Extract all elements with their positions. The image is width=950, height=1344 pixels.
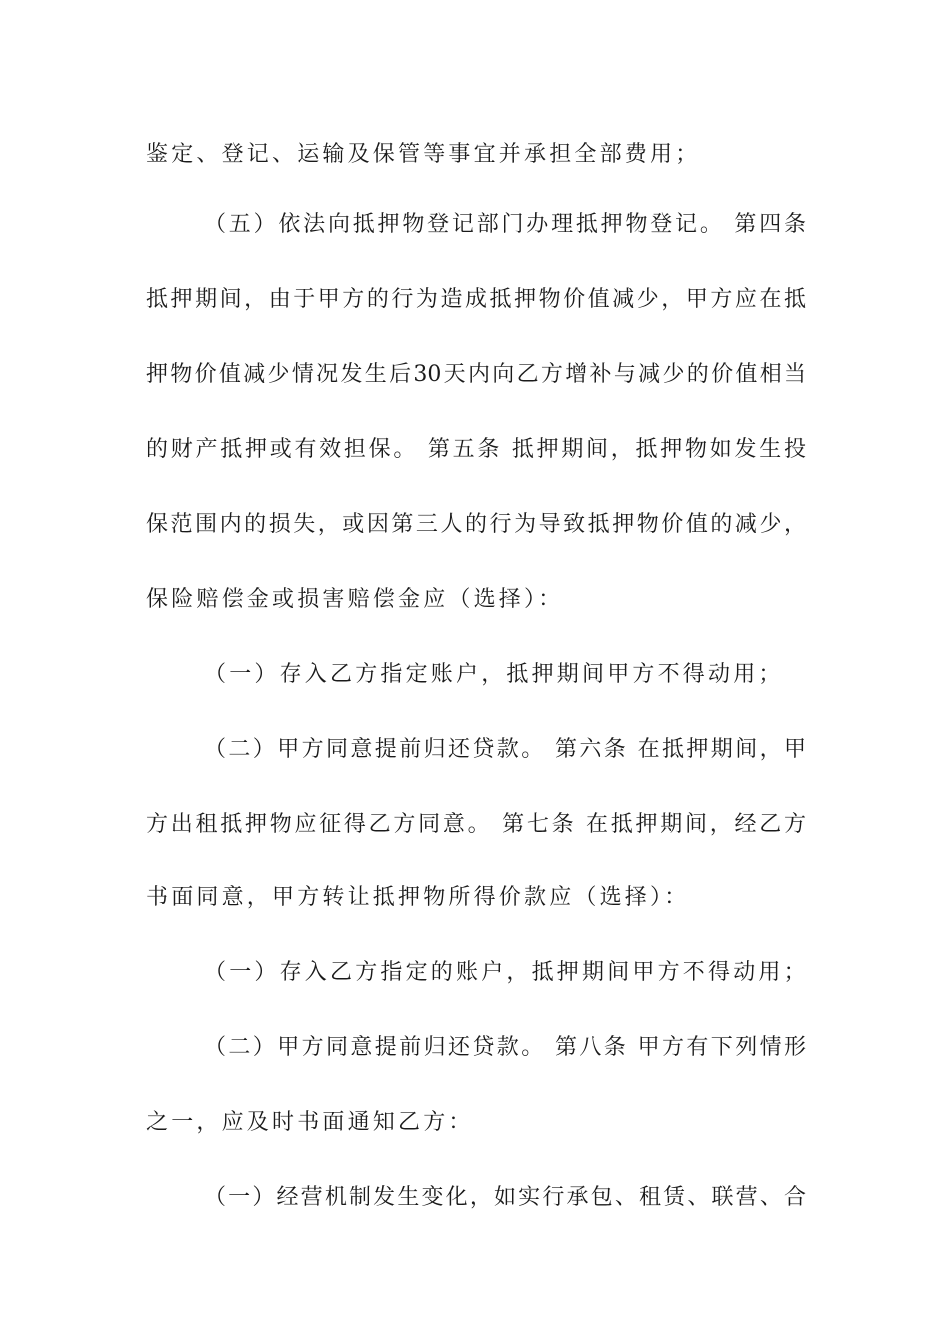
text-line: 的财产抵押或有效担保。 第五条 抵押期间，抵押物如发生投 [146,437,806,462]
text-line: （一）经营机制发生变化，如实行承包、租赁、联营、合 [204,1185,806,1210]
text-line: （一）存入乙方指定账户，抵押期间甲方不得动用； [204,662,784,687]
text-line: 保险赔偿金或损害赔偿金应（选择）： [146,587,564,612]
text-line: 方出租抵押物应征得乙方同意。 第七条 在抵押期间，经乙方 [146,812,806,837]
text-line: 抵押期间，由于甲方的行为造成抵押物价值减少，甲方应在抵 [146,287,806,312]
text-line: 保范围内的损失，或因第三人的行为导致抵押物价值的减少， [146,512,806,537]
text-line: （五）依法向抵押物登记部门办理抵押物登记。 第四条 [204,212,806,237]
text-line: （二）甲方同意提前归还贷款。 第八条 甲方有下列情形 [204,1035,806,1060]
text-line: 鉴定、登记、运输及保管等事宜并承担全部费用； [146,142,701,167]
text-line: （二）甲方同意提前归还贷款。 第六条 在抵押期间，甲 [204,737,806,762]
text-line: 之一，应及时书面通知乙方： [146,1110,474,1135]
text-line: 书面同意，甲方转让抵押物所得价款应（选择）： [146,885,690,910]
text-line: （一）存入乙方指定的账户，抵押期间甲方不得动用； [204,960,809,985]
text-line: 押物价值减少情况发生后30天内向乙方增补与减少的价值相当 [146,362,806,387]
